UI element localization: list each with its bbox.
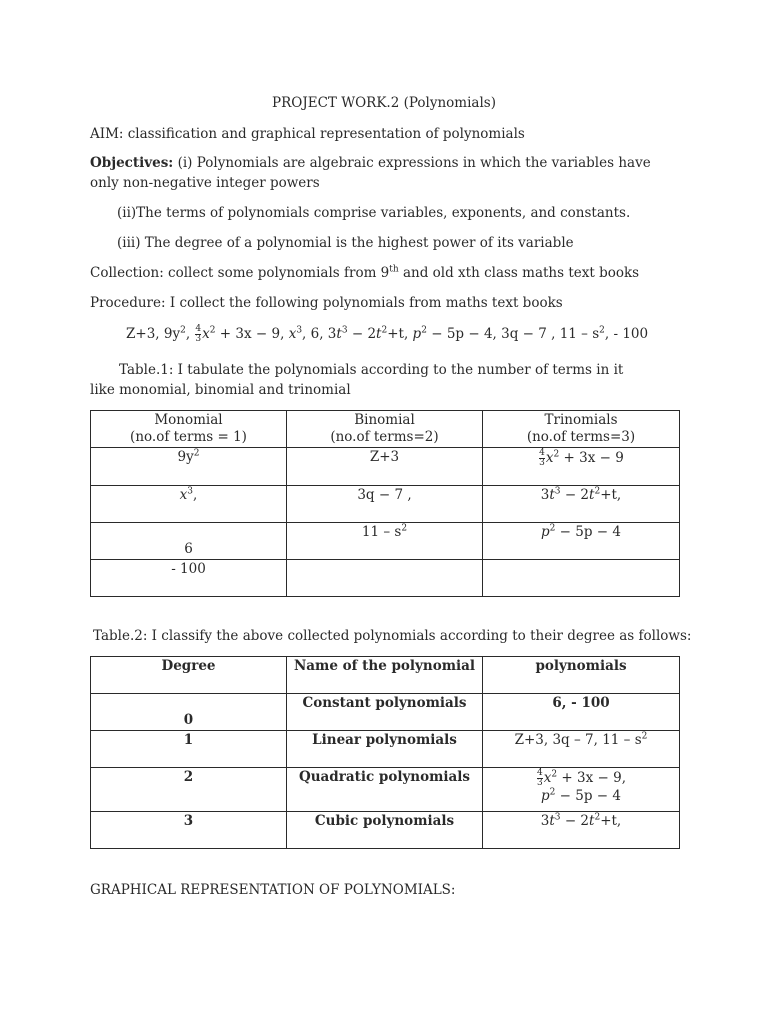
table-cell bbox=[287, 523, 483, 560]
poly-var: t bbox=[336, 326, 342, 342]
table-cell bbox=[483, 523, 680, 560]
fraction bbox=[195, 325, 201, 344]
frac-num: 4 bbox=[195, 324, 202, 334]
fraction bbox=[539, 449, 545, 468]
table-row bbox=[91, 411, 680, 448]
poly-sup: 2 bbox=[421, 325, 427, 336]
cell-var: t bbox=[589, 487, 595, 503]
collection-sup: th bbox=[389, 264, 399, 275]
cell-text: + 3x − 9 bbox=[559, 450, 624, 466]
table-row bbox=[91, 486, 680, 523]
header-degree: Degree bbox=[91, 657, 287, 694]
degree-cell: 3 bbox=[91, 812, 287, 849]
objective-3: (iii) The degree of a polynomial is the highest power of its variable bbox=[117, 235, 574, 251]
frac-den: 3 bbox=[539, 458, 545, 468]
value-cell bbox=[483, 731, 680, 768]
header-binomial bbox=[287, 411, 483, 448]
cell-sup: 2 bbox=[553, 449, 560, 460]
table-row bbox=[91, 812, 680, 849]
degree-cell: 0 bbox=[91, 694, 287, 731]
cell-text: + 3x − 9, bbox=[557, 770, 626, 786]
cell-text: +t, bbox=[600, 813, 622, 829]
cell-text: − 2 bbox=[560, 487, 590, 503]
header-label: Binomial bbox=[354, 412, 415, 428]
name-cell: Constant polynomials bbox=[287, 694, 483, 731]
table-cell: 6 bbox=[91, 523, 287, 560]
cell-var: x bbox=[179, 487, 188, 503]
frac-num: 4 bbox=[539, 448, 545, 458]
cell-sup: 3 bbox=[187, 486, 194, 497]
cell-text: − 5p − 4 bbox=[555, 524, 621, 540]
poly-text: − 5p − 4, 3q − 7 , 11 – s bbox=[426, 326, 600, 342]
cell-text: 9y bbox=[177, 449, 194, 465]
poly-sup: 2 bbox=[180, 325, 186, 336]
poly-text: , - 100 bbox=[604, 326, 649, 342]
poly-sup: 2 bbox=[599, 325, 605, 336]
name-cell: Linear polynomials bbox=[287, 731, 483, 768]
header-label: Monomial bbox=[154, 412, 223, 428]
collection-after: and old xth class maths text books bbox=[398, 265, 640, 281]
cell-sup: 2 bbox=[641, 731, 648, 742]
frac-num: 4 bbox=[537, 768, 543, 778]
table-row bbox=[91, 657, 680, 694]
poly-sup: 3 bbox=[341, 325, 348, 336]
polynomial-list: Z+3, $9y^2$, $\frac{4}{3}$ $x^2 + 3x - 9$, $x^3$, 6, $3t^3 - 2t^2+t$, $p^2 - 5p - 4$, 3q − 7 , $11 - s^2$, - 100 bbox=[126, 324, 649, 344]
degree-cell: 1 bbox=[91, 731, 287, 768]
table-degree bbox=[90, 656, 680, 849]
table2-caption: Table.2: I classify the above collected polynomials according to their degree as follows: bbox=[93, 628, 692, 644]
table-cell bbox=[483, 560, 680, 597]
cell-text: , bbox=[193, 487, 198, 503]
fraction bbox=[537, 769, 543, 788]
objective-2: (ii)The terms of polynomials comprise variables, exponents, and constants. bbox=[117, 205, 631, 221]
header-monomial bbox=[91, 411, 287, 448]
cell-var: x bbox=[545, 450, 554, 466]
cell-var: x bbox=[543, 770, 552, 786]
name-cell: Quadratic polynomials bbox=[287, 768, 483, 812]
value-line bbox=[486, 788, 676, 805]
cell-sup: 2 bbox=[551, 769, 558, 780]
table-cell bbox=[91, 486, 287, 523]
cell-text: Z+3, 3q – 7, 11 – s bbox=[514, 732, 642, 748]
cell-var: t bbox=[589, 813, 595, 829]
table-row bbox=[91, 768, 680, 812]
poly-text: +t, bbox=[387, 326, 413, 342]
header-sub: (no.of terms = 1) bbox=[130, 429, 247, 445]
procedure-text: Procedure: I collect the following polynomials from maths text books bbox=[90, 295, 563, 311]
table1-caption: Table.1: I tabulate the polynomials according to the number of terms in it like monomial, binomial and trinomial bbox=[90, 362, 624, 398]
poly-sup: 2 bbox=[209, 325, 216, 336]
poly-text: − 2 bbox=[347, 326, 377, 342]
header-label: Trinomials bbox=[544, 412, 618, 428]
header-polynomials: polynomials bbox=[483, 657, 680, 694]
poly-var: t bbox=[376, 326, 382, 342]
aim-text: AIM: classification and graphical representation of polynomials bbox=[90, 126, 525, 142]
cell-var: p bbox=[541, 524, 550, 540]
cell-sup: 2 bbox=[594, 486, 601, 497]
frac-den: 3 bbox=[537, 778, 543, 788]
table-terms bbox=[90, 410, 680, 597]
cell-sup: 2 bbox=[594, 812, 601, 823]
value-cell bbox=[483, 768, 680, 812]
value-cell bbox=[483, 812, 680, 849]
poly-sup: 2 bbox=[381, 325, 388, 336]
value-cell: 6, - 100 bbox=[483, 694, 680, 731]
header-sub: (no.of terms=2) bbox=[330, 429, 439, 445]
poly-var: x bbox=[288, 326, 297, 342]
cell-text: 11 – s bbox=[361, 524, 402, 540]
cell-text: − 2 bbox=[560, 813, 590, 829]
cell-var: t bbox=[549, 813, 555, 829]
table-row bbox=[91, 448, 680, 486]
degree-cell: 2 bbox=[91, 768, 287, 812]
table-cell bbox=[483, 486, 680, 523]
cell-sup: 2 bbox=[549, 787, 556, 798]
poly-text: + 3x − 9, bbox=[215, 326, 289, 342]
cell-text: +t, bbox=[600, 487, 622, 503]
cell-sup: 3 bbox=[554, 486, 561, 497]
header-sub: (no.of terms=3) bbox=[526, 429, 636, 445]
name-cell: Cubic polynomials bbox=[287, 812, 483, 849]
table-cell bbox=[483, 448, 680, 486]
value-line bbox=[486, 769, 676, 788]
collection-text bbox=[90, 264, 639, 282]
graphical-heading: GRAPHICAL REPRESENTATION OF POLYNOMIALS: bbox=[90, 882, 456, 898]
poly-var: p bbox=[412, 326, 422, 342]
poly-sup: 3 bbox=[296, 325, 303, 336]
poly-var: x bbox=[202, 326, 210, 342]
objectives-paragraph bbox=[90, 153, 680, 193]
cell-var: t bbox=[549, 487, 555, 503]
collection-before: Collection: collect some polynomials from 9 bbox=[90, 265, 390, 281]
objective-1: (i) Polynomials are algebraic expressions in which the variables have only non-negative integer powers bbox=[90, 155, 651, 191]
table-cell: - 100 bbox=[91, 560, 287, 597]
cell-sup: 3 bbox=[554, 812, 561, 823]
objectives-label: Objectives: bbox=[90, 155, 174, 171]
table-cell bbox=[91, 448, 287, 486]
cell-text: 3 bbox=[540, 813, 550, 829]
poly-text: , 6, 3 bbox=[302, 326, 337, 342]
cell-sup: 2 bbox=[193, 448, 200, 459]
table-row bbox=[91, 560, 680, 597]
page-title: PROJECT WORK.2 (Polynomials) bbox=[272, 95, 496, 111]
table-cell: 3q − 7 , bbox=[287, 486, 483, 523]
poly-text: Z+3, 9y bbox=[126, 326, 181, 342]
cell-var: p bbox=[541, 788, 550, 804]
table-row bbox=[91, 694, 680, 731]
header-name: Name of the polynomial bbox=[287, 657, 483, 694]
cell-text: 3 bbox=[540, 487, 550, 503]
table-cell: Z+3 bbox=[287, 448, 483, 486]
frac-den: 3 bbox=[195, 334, 202, 344]
table-row bbox=[91, 523, 680, 560]
cell-sup: 2 bbox=[549, 523, 556, 534]
table-row bbox=[91, 731, 680, 768]
cell-text: − 5p − 4 bbox=[555, 788, 621, 804]
cell-sup: 2 bbox=[401, 523, 408, 534]
header-trinomial bbox=[483, 411, 680, 448]
table-cell bbox=[287, 560, 483, 597]
